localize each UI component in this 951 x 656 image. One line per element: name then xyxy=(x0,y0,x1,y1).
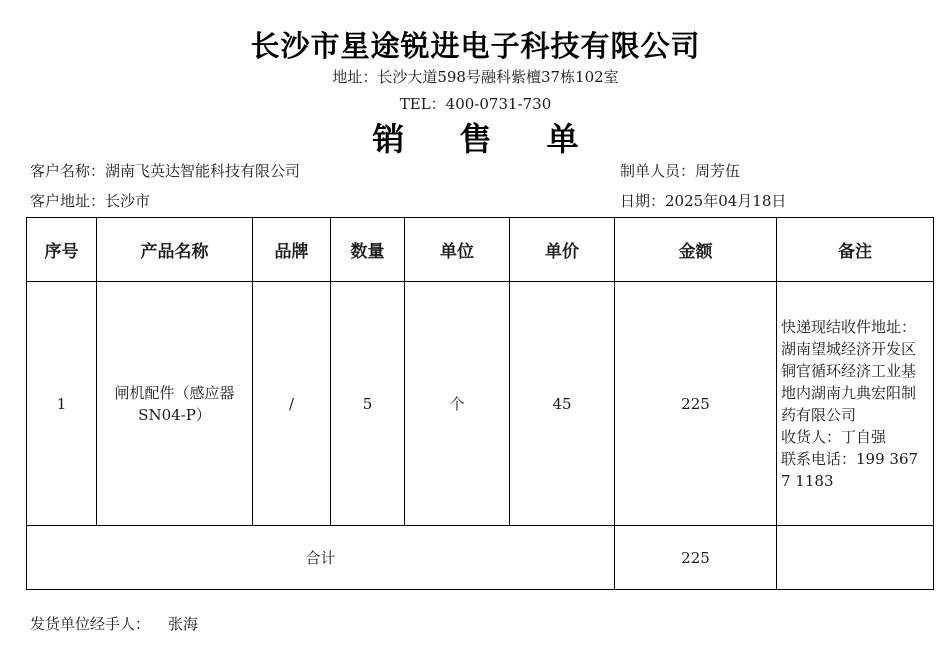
header-unit: 单位 xyxy=(405,218,510,282)
company-name: 长沙市星途锐进电子科技有限公司 xyxy=(250,29,701,63)
sales-table xyxy=(26,217,934,590)
maker-field xyxy=(620,160,740,181)
total-label: 合计 xyxy=(27,526,615,590)
handler-field xyxy=(30,613,198,634)
maker-value: 周芳伍 xyxy=(695,162,741,180)
cell-brand: / xyxy=(253,282,331,526)
header-amount: 金额 xyxy=(615,218,777,282)
header-price: 单价 xyxy=(510,218,615,282)
total-amount: 225 xyxy=(615,526,777,590)
customer-name-value: 湖南飞英达智能科技有限公司 xyxy=(105,162,301,180)
cell-quantity: 5 xyxy=(331,282,405,526)
date-label: 日期： xyxy=(620,192,666,210)
date-value: 2025年04月18日 xyxy=(665,192,787,210)
customer-name-label: 客户名称： xyxy=(30,162,106,180)
cell-remark xyxy=(777,282,934,526)
table-row xyxy=(27,282,934,526)
document-title: 销 售 单 xyxy=(372,120,601,158)
header-index: 序号 xyxy=(27,218,97,282)
company-tel: TEL：400-0731-730 xyxy=(399,95,552,113)
header-product: 产品名称 xyxy=(97,218,253,282)
customer-address-value: 长沙市 xyxy=(105,192,151,210)
header-brand: 品牌 xyxy=(253,218,331,282)
remark-shipping-address: 快递现结收件地址：湖南望城经济开发区铜官循环经济工业基地内湖南九典宏阳制药有限公司 xyxy=(781,317,917,424)
cell-product: 闸机配件（感应器SN04-P） xyxy=(97,282,253,526)
maker-label: 制单人员： xyxy=(620,162,696,180)
cell-index: 1 xyxy=(27,282,97,526)
remark-phone: 联系电话：199 3677 1183 xyxy=(781,449,919,490)
company-address: 地址：长沙大道598号融科紫檀37栋102室 xyxy=(332,68,619,86)
customer-address-field xyxy=(30,190,150,211)
total-remark-empty xyxy=(777,526,934,590)
table-header-row xyxy=(27,218,934,282)
handler-label: 发货单位经手人： xyxy=(30,615,151,633)
header-quantity: 数量 xyxy=(331,218,405,282)
remark-receiver: 收货人：丁自强 xyxy=(781,427,887,446)
header-remark: 备注 xyxy=(777,218,934,282)
customer-name-field xyxy=(30,160,300,181)
total-row xyxy=(27,526,934,590)
cell-unit: 个 xyxy=(405,282,510,526)
cell-price: 45 xyxy=(510,282,615,526)
cell-amount: 225 xyxy=(615,282,777,526)
customer-address-label: 客户地址： xyxy=(30,192,106,210)
date-field xyxy=(620,190,786,211)
handler-value: 张海 xyxy=(168,615,199,633)
